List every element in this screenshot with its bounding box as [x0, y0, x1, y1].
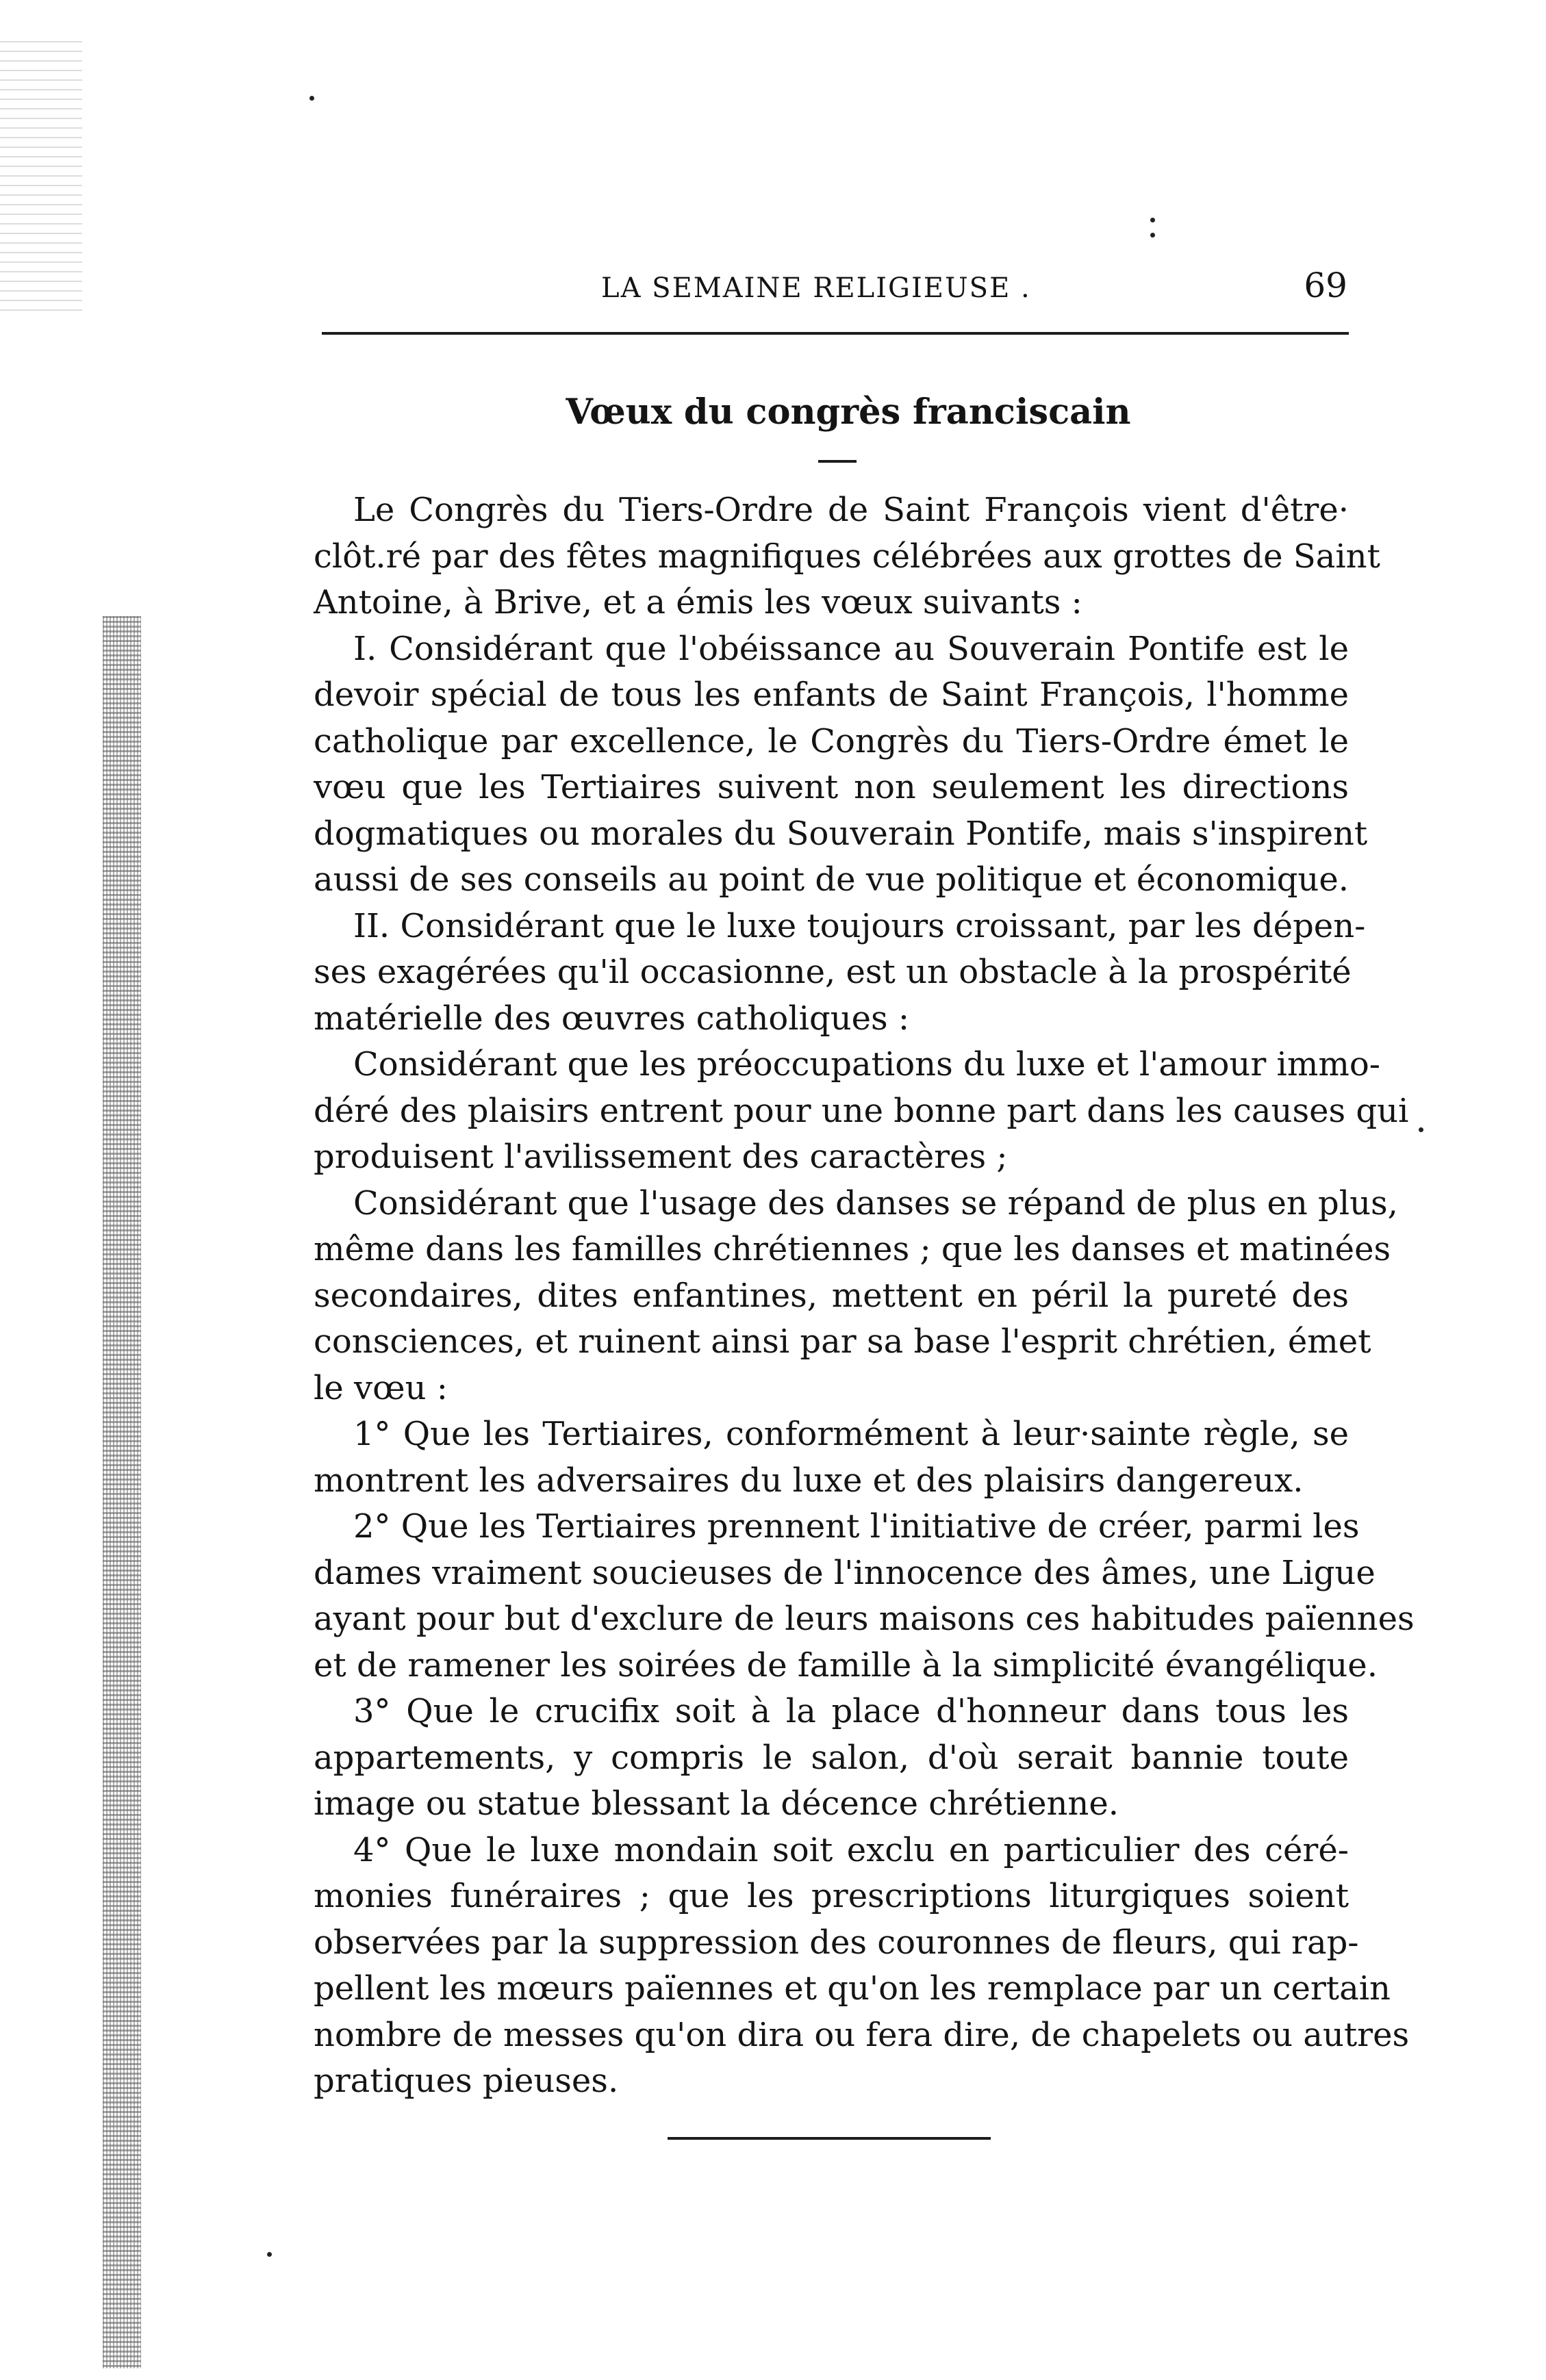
text-line: produisent l'avilissement des caractères ; [314, 1138, 1008, 1176]
running-title: LA SEMAINE RELIGIEUSE . [601, 272, 1031, 304]
text-line: aussi de ses conseils au point de vue politique et économique. [314, 860, 1349, 899]
end-rule [668, 2137, 991, 2140]
text-line: 2° Que les Tertiaires prennent l'initiative de créer, parmi les [353, 1507, 1360, 1546]
scan-speck [1419, 1127, 1423, 1132]
running-head [320, 266, 1347, 314]
scan-gutter-top [0, 41, 82, 315]
scan-speck [309, 96, 314, 101]
text-line: II. Considérant que le luxe toujours croissant, par les dépen- [353, 906, 1366, 945]
text-line: matérielle des œuvres catholiques : [314, 999, 910, 1038]
header-rule [322, 332, 1349, 335]
text-line: nombre de messes qu'on dira ou fera dire, de chapelets ou autres [314, 2015, 1410, 2054]
text-line: ses exagérées qu'il occasionne, est un obstacle à la prospérité [314, 953, 1352, 991]
text-line: dames vraiment soucieuses de l'innocence des âmes, une Ligue [314, 1553, 1376, 1592]
page-number: 69 [1304, 266, 1347, 305]
text-line: et de ramener les soirées de famille à la simplicité évangélique. [314, 1646, 1378, 1685]
text-line: secondaires, dites enfantines, mettent en péril la pureté des [314, 1276, 1349, 1315]
text-line: observées par la suppression des couronnes de fleurs, qui rap- [314, 1923, 1359, 1962]
text-line: consciences, et ruinent ainsi par sa base l'esprit chrétien, émet [314, 1322, 1371, 1361]
text-line: même dans les familles chrétiennes ; que les danses et matinées [314, 1230, 1391, 1268]
text-line: dogmatiques ou morales du Souverain Pontife, mais s'inspirent [314, 814, 1368, 853]
scan-gutter-edge [103, 616, 141, 2368]
text-line: le vœu : [314, 1368, 448, 1407]
article-title: Vœux du congrès franciscain [566, 392, 1131, 433]
text-line: Le Congrès du Tiers-Ordre de Saint François vient d'être· [353, 491, 1349, 529]
text-line: vœu que les Tertiaires suivent non seulement les directions [314, 768, 1349, 806]
text-line: clôt.ré par des fêtes magnifiques célébrées aux grottes de Saint [314, 537, 1380, 576]
text-line: pratiques pieuses. [314, 2062, 619, 2100]
text-line: Considérant que les préoccupations du luxe et l'amour immo- [353, 1045, 1381, 1084]
text-line: 4° Que le luxe mondain soit exclu en particulier des céré- [353, 1830, 1349, 1869]
text-line: pellent les mœurs païennes et qu'on les remplace par un certain [314, 1969, 1391, 2008]
text-line: 3° Que le crucifix soit à la place d'honneur dans tous les [353, 1692, 1349, 1730]
title-dash [818, 460, 857, 463]
text-line: 1° Que les Tertiaires, conformément à leur·sainte règle, se [353, 1415, 1349, 1453]
text-line: ayant pour but d'exclure de leurs maisons ces habitudes païennes [314, 1600, 1415, 1638]
scan-speck [1150, 233, 1155, 238]
text-line: appartements, y compris le salon, d'où serait bannie toute [314, 1738, 1349, 1777]
text-line: montrent les adversaires du luxe et des plaisirs dangereux. [314, 1461, 1304, 1500]
text-line: monies funéraires ; que les prescriptions liturgiques soient [314, 1877, 1349, 1915]
text-line: déré des plaisirs entrent pour une bonne part dans les causes qui [314, 1091, 1409, 1130]
scan-speck [1150, 218, 1155, 222]
article-body [314, 487, 1415, 2105]
text-line: Antoine, à Brive, et a émis les vœux suivants : [314, 583, 1082, 622]
text-line: I. Considérant que l'obéissance au Souverain Pontife est le [353, 629, 1349, 668]
text-line: image ou statue blessant la décence chrétienne. [314, 1784, 1119, 1823]
text-line: catholique par excellence, le Congrès du Tiers-Ordre émet le [314, 721, 1349, 760]
scan-speck [267, 2252, 272, 2257]
text-line: devoir spécial de tous les enfants de Saint François, l'homme [314, 676, 1349, 714]
text-line: Considérant que l'usage des danses se répand de plus en plus, [353, 1183, 1398, 1223]
